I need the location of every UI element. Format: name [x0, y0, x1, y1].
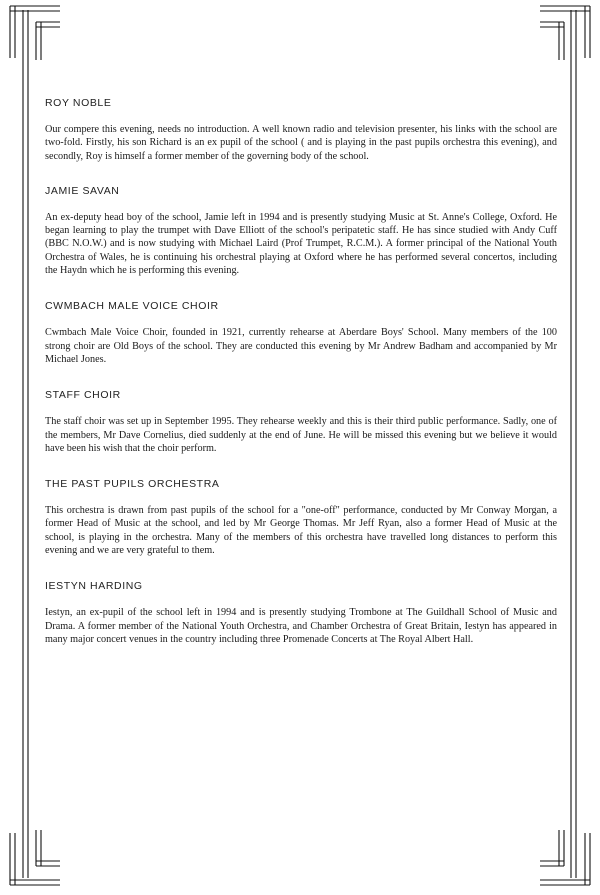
section-heading: THE PAST PUPILS ORCHESTRA [45, 478, 220, 491]
corner-ornament-bottom-right [540, 830, 590, 885]
section-past-pupils-orchestra [45, 478, 557, 557]
programme-notes [45, 97, 557, 646]
section-heading: JAMIE SAVAN [45, 184, 120, 197]
section-roy-noble [45, 97, 557, 163]
section-body: Cwmbach Male Voice Choir, founded in 1921, currently rehearse at Aberdare Boys' School. Many members of the 100 strong choir are Old Boys of the school. They are conducted this evening by Mr Andrew Badham and accompanied by Mr Michael Jones. [45, 327, 557, 365]
section-jamie-savan [45, 185, 557, 277]
section-body: Iestyn, an ex-pupil of the school left in 1994 and is presently studying Trombone at The Guildhall School of Music and Drama. A former member of the National Youth Orchestra, and Chamber Orchestra of Great Britain, Iestyn has appeared in many major concert venues in the country including three Promenade Concerts at The Royal Albert Hall. [45, 607, 557, 645]
section-heading: ROY NOBLE [45, 97, 112, 109]
corner-ornament-top-left [10, 6, 60, 60]
section-staff-choir [45, 389, 557, 455]
corner-ornament-bottom-left [10, 830, 60, 885]
section-body: Our compere this evening, needs no introduction. A well known radio and television presenter, his links with the school are two-fold. Firstly, his son Richard is an ex pupil of the school ( and is playing in the past pupils orchestra this evening), and secondly, Roy is himself a former member of the governing body of the school. [45, 124, 557, 162]
section-body: The staff choir was set up in September 1995. They rehearse weekly and this is their third public performance. Sadly, one of the members, Mr Dave Cornelius, died suddenly at the end of June. He will be missed this evening but we believe it would have been his wish that the choir perform. [45, 416, 557, 454]
section-body: An ex-deputy head boy of the school, Jamie left in 1994 and is presently studying Music at St. Anne's College, Oxford. He began learning to play the trumpet with Dave Elliott of the school's peripatetic staff. He has since studied with Andy Cuff (BBC N.O.W.) and is now studying with Michael Laird (Prof Trumpet, R.C.M.). A former principal of the National Youth Orchestra of Wales, he is continuing his orchestral playing at Oxford where he has performed several concertos, including the Haydn which he is performing this evening. [45, 211, 557, 277]
section-cwmbach-male-voice-choir [45, 300, 557, 366]
section-body: This orchestra is drawn from past pupils of the school for a "one-off" performance, conducted by Mr Conway Morgan, a former Head of Music at the school, and led by Mr George Thomas. Mr Jeff Ryan, also a former Head of Music at the school, is playing in the orchestra. Many of the members of this orchestra have travelled long distances to perform this evening and we are very grateful to them. [45, 505, 557, 557]
section-iestyn-harding [45, 580, 557, 646]
section-heading: CWMBACH MALE VOICE CHOIR [45, 300, 219, 313]
corner-ornament-top-right [540, 6, 590, 60]
section-heading: IESTYN HARDING [45, 580, 143, 593]
section-heading: STAFF CHOIR [45, 389, 121, 402]
